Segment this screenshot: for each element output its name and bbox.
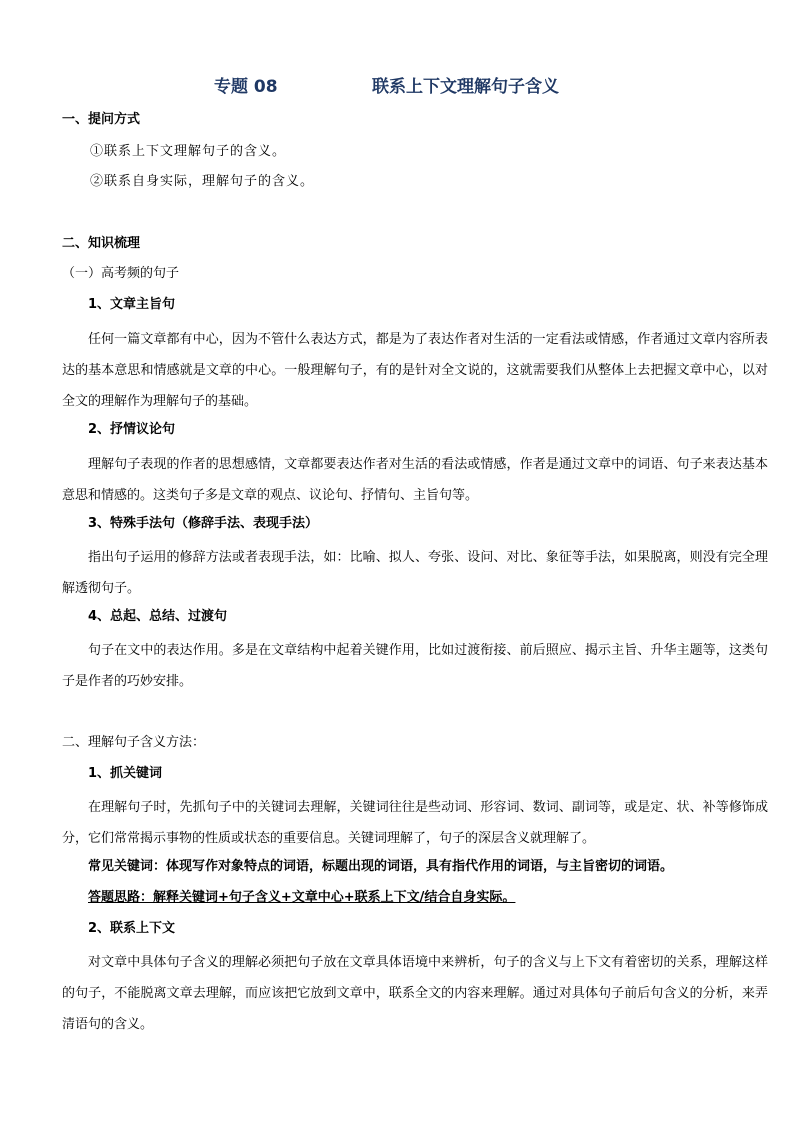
method-title-keywords: 1、抓关键词 bbox=[88, 766, 163, 781]
question-type-item-1: ①联系上下文理解句子的含义。 bbox=[90, 144, 287, 159]
page-title bbox=[0, 74, 794, 100]
method-body-keywords: 在理解句子时，先抓句子中的关键词去理解，关键词往往是些动词、形容词、数词、副词等，或是定、状、补等修饰成分，它们常常揭示事物的性质或状态的重要信息。关键词理解了，句子的深层含义就理解了。 bbox=[62, 800, 768, 846]
subheading-frequent-sentences: （一）高考频的句子 bbox=[62, 266, 180, 281]
point-body-special-technique: 指出句子运用的修辞方法或者表现手法，如：比喻、拟人、夸张、设问、对比、象征等手法，如果脱离，则没有完全理解透彻句子。 bbox=[62, 550, 768, 596]
point-body-theme-sentence: 任何一篇文章都有中心，因为不管什么表达方式，都是为了表达作者对生活的一定看法或情感，作者通过文章内容所表达的基本意思和情感就是文章的中心。一般理解句子，有的是针对全文说的，这就需要我们从整体上去把握文章中心，以对全文的理解作为理解句子的基础。 bbox=[62, 332, 768, 409]
question-type-item-2: ②联系自身实际，理解句子的含义。 bbox=[90, 174, 315, 189]
point-body-summary-sentence: 句子在文中的表达作用。多是在文章结构中起着关键作用，比如过渡衔接、前后照应、揭示主旨、升华主题等，这类句子是作者的巧妙安排。 bbox=[62, 643, 768, 689]
method-body-context: 对文章中具体句子含义的理解必须把句子放在文章具体语境中来辨析，句子的含义与上下文有着密切的关系，理解这样的句子，不能脱离文章去理解，而应该把它放到文章中，联系全文的内容来理解。通过对具体句子前后句含义的分析，来弄清语句的含义。 bbox=[62, 955, 768, 1032]
point-title-summary-sentence: 4、总起、总结、过渡句 bbox=[88, 609, 228, 624]
answer-approach-note: 答题思路：解释关键词+句子含义+文章中心+联系上下文/结合自身实际。 bbox=[88, 890, 516, 905]
point-title-theme-sentence: 1、文章主旨句 bbox=[88, 297, 176, 312]
section-heading-methods: 二、理解句子含义方法： bbox=[62, 735, 206, 750]
method-title-context: 2、联系上下文 bbox=[88, 921, 176, 936]
section-heading-knowledge: 二、知识梳理 bbox=[62, 236, 141, 251]
title-topic-name: 联系上下文理解句子含义 bbox=[372, 77, 559, 97]
title-topic-number: 专题 08 bbox=[214, 77, 278, 97]
point-body-lyrical-sentence: 理解句子表现的作者的思想感情，文章都要表达作者对生活的看法或情感，作者是通过文章中的词语、句子来表达基本意思和情感的。这类句子多是文章的观点、议论句、抒情句、主旨句等。 bbox=[62, 457, 768, 503]
point-title-lyrical-sentence: 2、抒情议论句 bbox=[88, 422, 176, 437]
common-keywords-note: 常见关键词：体现写作对象特点的词语，标题出现的词语，具有指代作用的词语，与主旨密切的词语。 bbox=[88, 859, 674, 874]
section-heading-question-types: 一、提问方式 bbox=[62, 112, 141, 127]
point-title-special-technique: 3、特殊手法句（修辞手法、表现手法） bbox=[88, 516, 319, 531]
